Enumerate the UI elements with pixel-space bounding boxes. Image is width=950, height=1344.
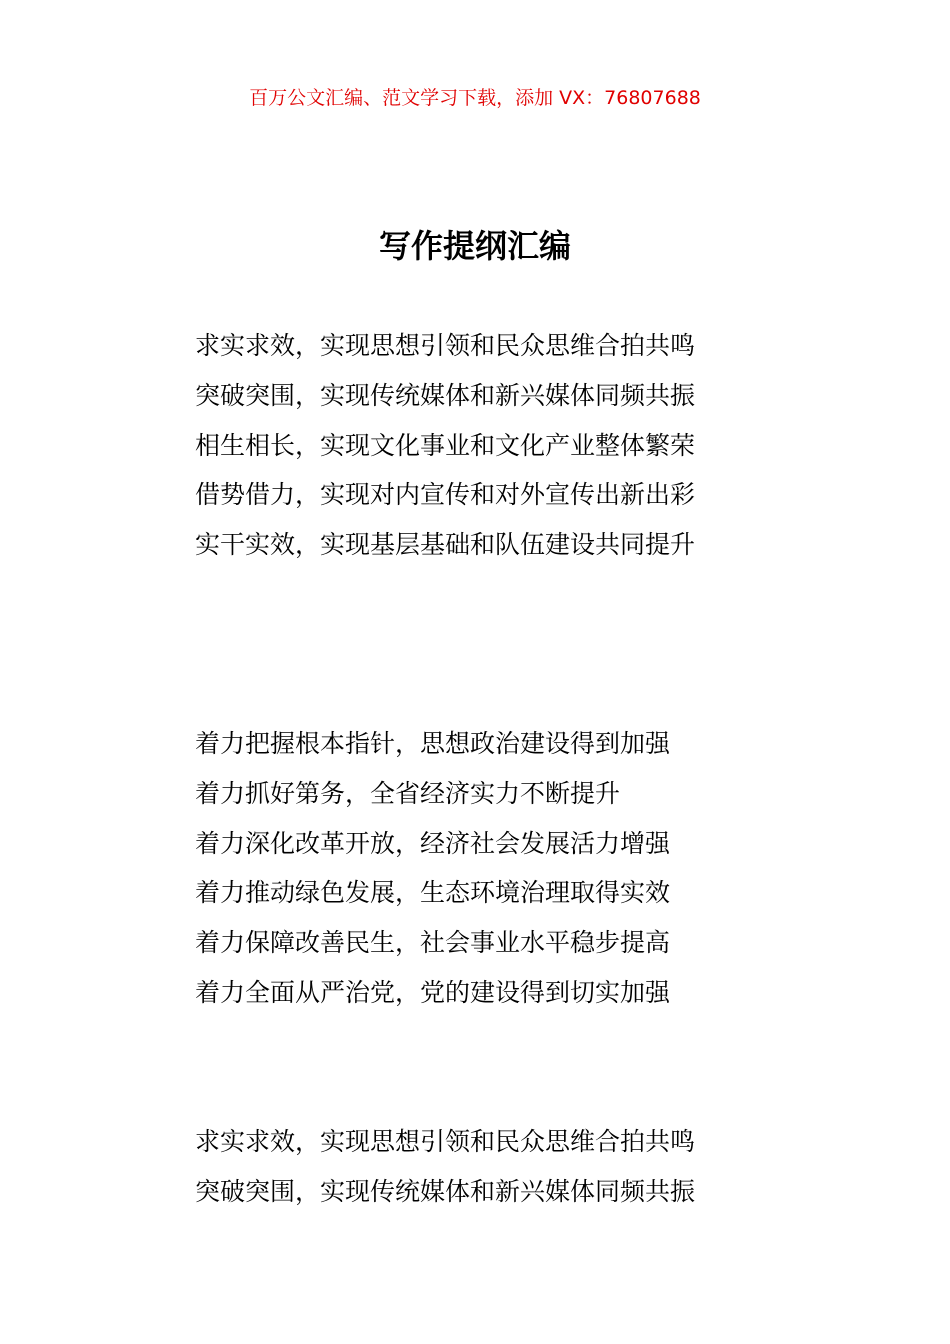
outline-line: 着力把握根本指针，思想政治建设得到加强 [195,729,671,758]
outline-line: 突破突围，实现传统媒体和新兴媒体同频共振 [195,1176,696,1206]
outline-section-1 [195,321,815,570]
outline-line: 求实求效，实现思想引领和民众思维合拍共鸣 [195,1127,696,1156]
outline-line: 着力深化改革开放，经济社会发展活力增强 [195,828,671,858]
outline-line: 着力抓好第务，全省经济实力不断提升 [195,778,621,808]
outline-line: 相生相长，实现文化事业和文化产业整体繁荣 [195,430,696,460]
outline-line: 求实求效，实现思想引领和民众思维合拍共鸣 [195,331,696,360]
outline-section-3 [195,1117,815,1217]
outline-line: 着力全面从严治党，党的建设得到切实加强 [195,977,671,1007]
outline-line: 突破突围，实现传统媒体和新兴媒体同频共振 [195,380,696,410]
outline-section-2 [195,719,815,1018]
page-title: 写作提纲汇编 [378,227,571,265]
outline-line: 着力推动绿色发展，生态环境治理取得实效 [195,878,671,908]
outline-line: 借势借力，实现对内宣传和对外宣传出新出彩 [195,480,696,510]
header-note: 百万公文汇编、范文学习下载，添加 VX：76807688 [249,87,701,109]
outline-line: 实干实效，实现基层基础和队伍建设共同提升 [195,530,696,560]
outline-line: 着力保障改善民生，社会事业水平稳步提高 [195,928,671,958]
